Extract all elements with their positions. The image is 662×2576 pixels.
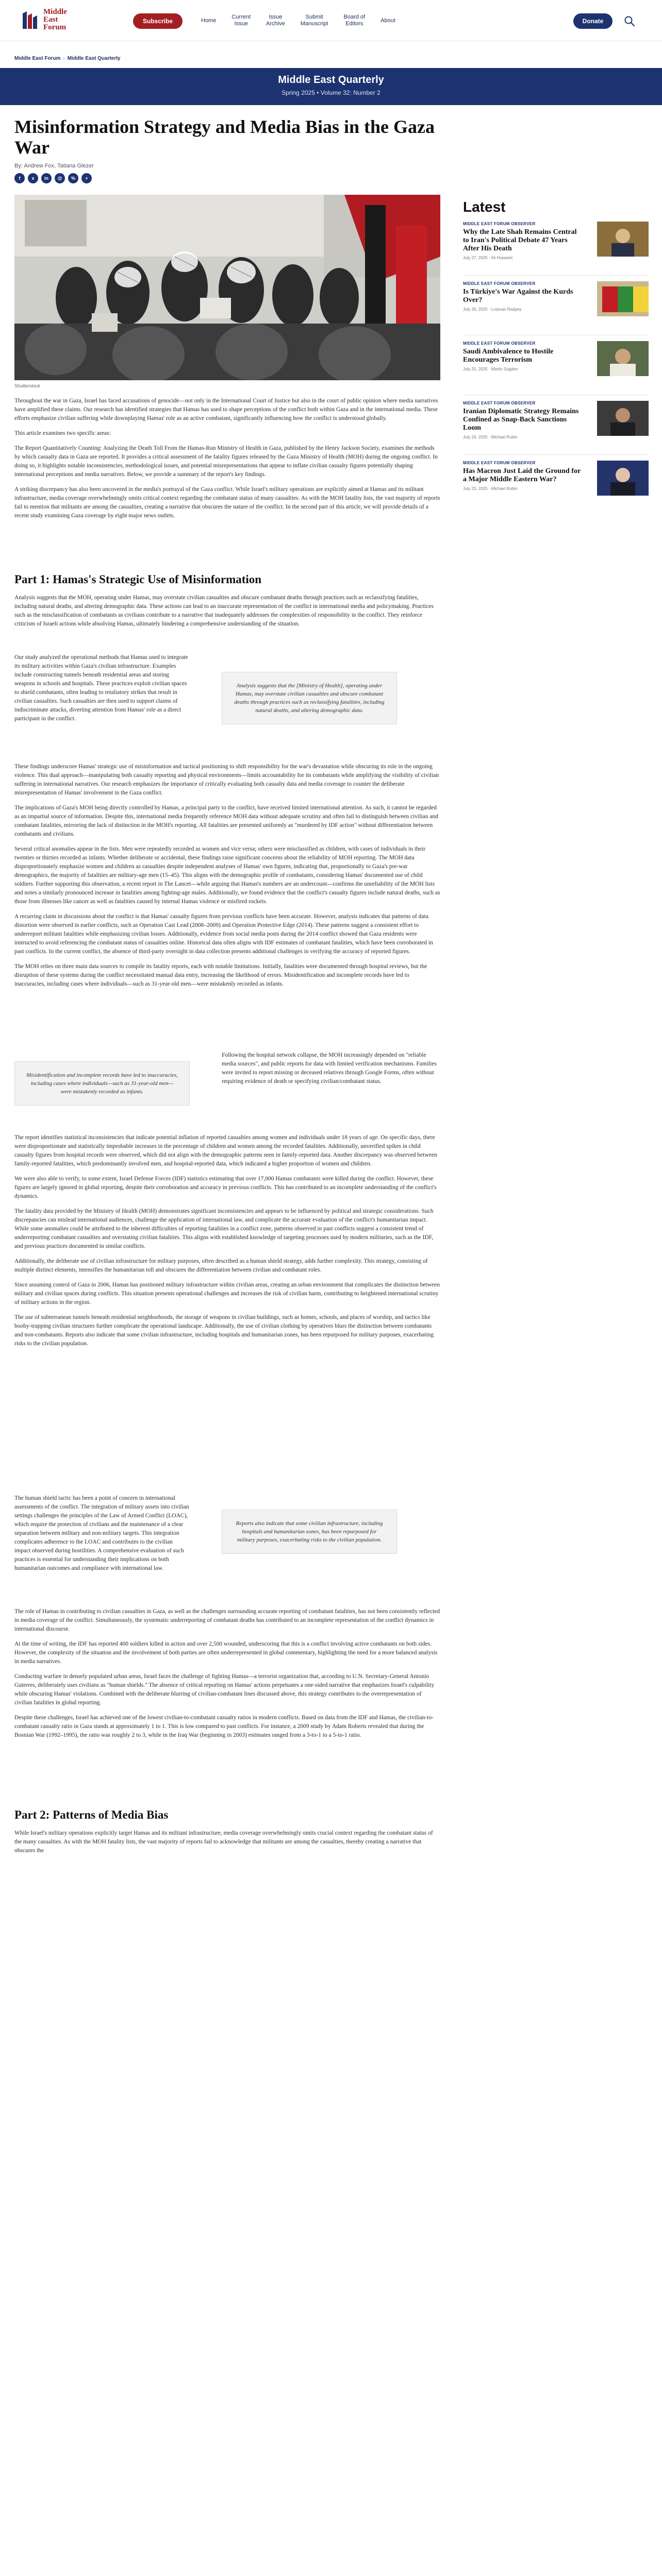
site-logo[interactable] [21,7,82,34]
sidebar-article-headline[interactable]: Why the Late Shah Remains Central to Iran's Political Debate 47 Years After His Death [463,228,577,252]
sidebar-article-tag: MIDDLE EAST FORUM OBSERVER [463,401,536,405]
nav-link-label: About [380,17,395,24]
sidebar-article[interactable] [463,461,649,510]
logo-line: East [43,15,58,24]
paragraph: Throughout the war in Gaza, Israel has faced accusations of genocide—not only in the International Court of Justice but also in the court of public opinion where media narratives have amplified these claims. Our research has identified strategies that Hamas has used to shape perceptions of the conflict both within Gaza and in the international media. These efforts emphasize civilian suffering while downplaying Hamas' role as an active combatant, significantly influencing how the conflict is understood globally. [14,398,438,421]
pull-quote: Analysis suggests that the [Ministry of Health], operating under Hamas, may overstate civilian casualties and obscure combatant deaths through practices such as reclassifying fatalities, including natural deaths, and altering demographic data. [222,672,397,724]
sidebar-thumbnail[interactable] [597,461,649,496]
section-heading-part2: Part 2: Patterns of Media Bias [14,1808,169,1821]
sidebar-article-date: July 24, 2025 · Michael Rubin [463,435,518,439]
sidebar-thumbnail[interactable] [597,401,649,436]
logo-line: Middle [43,8,67,16]
breadcrumb-item[interactable]: Middle East Forum [14,56,61,61]
sidebar-article-tag: MIDDLE EAST FORUM OBSERVER [463,461,536,465]
logo-mark-icon [21,9,40,31]
paragraph: The Report Quantitatively Counting: Analyzing the Death Toll From the Hamas-Run Ministry of Health in Gaza, published by the Henry Jackson Society, examines the methods by which casualty data in Gaza are reported. It provides a critical assessment of the fatality figures released by the Gaza Ministry of Health (MOH) during the ongoing conflict. In doing so, it highlights notable inconsistencies, methodological issues, and potential misrepresentations that appear to inflate civilian casualty figures potentially shaping international perceptions and media narratives. Below, we provide a summary of the report's key findings. [14,445,438,478]
main-nav-links [201,9,395,32]
paragraph: This article examines two specific areas: [14,430,111,436]
nav-link-current-issue[interactable] [231,14,251,27]
nav-link-label: Submit [305,14,323,20]
paragraph: Several critical anomalies appear in the lists. Men were repeatedly recorded as women and vice versa; others were misclassified as children, with cases of individuals in their twenties or thirties recorded as infants. Whether deliberate or accidental, these findings raise significant concerns about the reliability of MOH reporting. The MOH data disproportionately emphasize women and children as casualties despite independent analyses of Hamas' own figures, indicating that, proportionally to Gaza's pre-war demographics, the majority of fatalities are military-age men (15–45). This aligns with the demographic profile of combatants, considering Hamas' documented use of child soldiers. Further supporting this observation, a recent report in The Lancet—while arguing that Hamas's numbers are an undercount—confirms the unreliability of the MOH lists and notes a similarly pronounced increase in fatalities among fighting-age males. Additionally, we found evidence that the conflict's casualty figures include natural deaths, such as those from illnesses like cancer as well as fatalities caused by internal Hamas violence or misfired rockets. [14,846,440,905]
paragraph: The use of subterranean tunnels beneath residential neighborhoods, the storage of weapons in civilian buildings, such as homes, schools, and places of worship, and tactics like booby-trapping civilian structures further complicate the operational landscape. Additionally, the use of civilian clothing by operatives blurs the distinction between combatants and non-combatants. Reports also indicate that some civilian infrastructure, including hospitals and humanitarian zones, has been repurposed for military purposes, exacerbating risks to the civilian population. [14,1314,434,1347]
journal-title[interactable]: Middle East Quarterly [278,74,384,86]
paragraph: A striking discrepancy has also been uncovered in the media's portrayal of the Gaza conflict. While Israel's military operations are explicitly aimed at Hamas and its militant infrastructure, media coverage overwhelmingly omits critical context regarding the combatant status of many casualties. As with the MOH fatality lists, the vast majority of reports fail to mention that militants are among the casualties, creating a narrative that obscures the nature of the conflict. In the second part of this article, we will provide details of a recent study examining Gaza coverage by eight major news outlets. [14,486,440,519]
nav-link-board-of-editors[interactable] [344,14,366,27]
sidebar-article[interactable] [463,401,649,450]
nav-link-about[interactable] [380,18,395,24]
paragraph: The fatality data provided by the Ministry of Health (MOH) demonstrates significant inconsistencies and appears to be influenced by political and strategic considerations. Such discrepancies can mislead international audiences, challenge the application of international law, and complicate the accurate evaluation of the conflict's humanitarian impact. While some anomalies could be attributed to the inherent difficulties of reporting fatalities in a conflict zone, patterns observed in past conflicts suggest a consistent trend of underreporting combatant casualties and overstating civilian fatalities. This aligns with established knowledge of targeting processes used by modern militaries, such as the IDF, and previous practices documented in similar conflicts. [14,1208,434,1249]
paragraph: We were also able to verify, to some extent, Israel Defense Forces (IDF) statistics estimating that over 17,000 Hamas combatants were killed during the conflict. However, these figures are largely ignored in global reporting, despite their corroboration and accuracy in previous conflicts. This has contributed to an incomplete understanding of the conflict's dynamics. [14,1176,437,1199]
subscribe-button[interactable]: Subscribe [133,13,183,29]
top-navigation [0,0,662,41]
part1-narrow-column [14,653,190,730]
paragraph: Following the hospital network collapse, the MOH increasingly depended on "reliable media sources", and public reports for data with limited verification mechanisms. Families were invited to report missing or deceased relatives through Google Forms, often without requiring evidence of death or specifying civilian/combatant status. [222,1052,437,1084]
sidebar-article-tag: MIDDLE EAST FORUM OBSERVER [463,222,536,226]
sidebar-article-date: July 23, 2025 · Michael Rubin [463,486,518,491]
sidebar-article[interactable] [463,341,649,391]
sidebar-article-date: July 25, 2025 · Martin Sugden [463,367,518,371]
paragraph: The human shield tactic has been a point of concern in international assessments of the conflict. The integration of military assets into civilian settings challenges the principles of the Law of Armed Conflict (LOAC), which require the protection of civilians and the maintenance of a clear separation between military and non-military targets. This integration complicates adherence to the LOAC and contributes to the civilian impact observed during hostilities. A comprehensive evaluation of such practices is essential for understanding their implications on both humanitarian outcomes and compliance with international law. [14,1495,189,1571]
pull-quote: Reports also indicate that some civilian infrastructure, including hospitals and humanitarian zones, has been repurposed for military purposes, exacerbating risks to the civilian population. [222,1510,397,1554]
section-heading-part1: Part 1: Hamas's Strategic Use of Misinformation [14,573,262,586]
article-title: Misinformation Strategy and Media Bias in the Gaza War [14,116,435,158]
part1-body-3 [14,1607,440,1746]
donate-button[interactable]: Donate [573,13,613,29]
sidebar-article-headline[interactable]: Has Macron Just Laid the Ground for a Major Middle Eastern War? [463,467,581,483]
sidebar-article[interactable] [463,281,649,331]
paragraph: The MOH relies on three main data sources to compile its fatality reports, each with notable limitations. Initially, fatalities were documented through hospital reviews, but the disruption of these systems during the conflict necessitated manual data entry, increasing the likelihood of errors. Misidentification and incomplete records have led to inaccuracies, including cases where individuals—such as 31-year-old men—were mistakenly recorded as infants. [14,963,427,987]
part1-body [14,762,440,995]
crowd-photo-illustration [14,195,440,380]
logo-line: Forum [43,23,67,31]
nav-link-label: Home [201,17,217,24]
nav-link-issue-archive[interactable] [266,14,285,27]
breadcrumb [14,56,121,61]
paragraph: Our study analyzed the operational methods that Hamas used to integrate its military activities within Gaza's civilian infrastructure. Examples include constructing tunnels beneath residential areas and storing weapons in schools and hospitals. These practices exploit civilian spaces to shield combatants, often leading to retaliatory strikes that result in civilian casualties. Such casualties are then used to support claims of indiscriminate attacks, diverting attention from Hamas' role as a direct participant in the conflict. [14,654,188,722]
sidebar-article-date: July 26, 2025 · Loqman Radpey [463,307,522,312]
sidebar-article[interactable] [463,222,649,271]
paragraph: Analysis suggests that the MOH, operating under Hamas, may overstate civilian casualties and obscure combatant deaths through practices such as reclassifying fatalities, including natural deaths, and altering demographic data. These actions can lead to an inaccurate representation of the conflict in international media and policymaking. Practices such as the misclassification of combatants as civilians contribute to a narrative that inadequately addresses the complexities of responsibility in the conflict. They reinforce criticism of Israeli actions while absolving Hamas, ultimately hindering a comprehensive understanding of the situation. [14,595,434,627]
nav-link-label: Board of [343,14,366,20]
article-byline: By: Andrew Fox, Tatiana Glezer [14,163,94,169]
hero-image [14,195,440,380]
journal-banner [0,68,662,105]
nav-link-home[interactable] [201,18,216,24]
paragraph: Conducting warfare in densely populated urban areas, Israel faces the challenge of fighting Hamas—a terrorist organization that, according to U.N. Secretary-General Antonio Guterres, deliberately uses civilians as "human shields." The absence of critical reporting on Hamas' actions perpetuates a one-sided narrative that emphasizes Israel's culpability while obscuring Hamas' violations. Combined with the deliberate blurring of civilian-combatant lines discussed above, this strategy contributes to the overrepresentation of civilian fatalities in global reporting. [14,1673,435,1706]
part1-narrow-column-2 [222,1051,440,1092]
email-share-icon[interactable]: @ [55,173,65,183]
sidebar-thumbnail[interactable] [597,281,649,316]
paragraph: Since assuming control of Gaza in 2006, Hamas has positioned military infrastructure within civilian areas, creating an urban environment that complicates the distinction between military and civilian spaces during conflicts. This situation presents operational challenges and increases the risk of civilian harm, contributing to heightened international scrutiny of military actions in the region. [14,1282,440,1306]
sidebar-divider [463,454,649,455]
search-icon[interactable] [624,15,635,27]
nav-link-label: Editors [345,21,363,27]
part2-intro [14,1829,440,1861]
sidebar-article-headline[interactable]: Is Türkiye's War Against the Kurds Over? [463,288,573,304]
breadcrumb-separator: › [63,56,65,61]
part1-body-2 [14,1133,440,1354]
image-caption: Shutterstock [14,383,41,388]
paragraph: The role of Hamas in contributing to civilian casualties in Gaza, as well as the challenges surrounding accurate reporting of combatant fatalities, has not been consistently reflected in media coverage of the conflict. Simultaneously, the systematic underreporting of combatant deaths has contributed to an incomplete representation of the conflict dynamics in international discourse. [14,1608,440,1632]
issue-info: Spring 2025 • Volume 32: Number 2 [282,89,380,96]
paragraph: At the time of writing, the IDF has reported 400 soldiers killed in action and over 2,500 wounded, underscoring that this is a conflict involving active combatants on both sides. However, the complexity of the situation and the involvement of both parties are often underrepresented in global commentary, highlighting the need for a more balanced analysis in media narratives. [14,1641,438,1665]
paragraph: While Israel's military operations explicitly target Hamas and its militant infrastructure, media coverage overwhelmingly omits crucial context regarding the combatant status of the many casualties. As with the MOH fatality lists, the vast majority of reports fail to acknowledge that militants are among the casualties, thereby creating a narrative that obscures the [14,1830,433,1854]
nav-link-label: Manuscript [300,21,328,27]
pull-quote: Misidentification and incomplete records have led to inaccuracies, including cases where individuals—such as 31-year-old men—were mistakenly recorded as infants. [14,1061,190,1106]
print-share-icon[interactable]: % [68,173,78,183]
sidebar-divider [463,275,649,276]
share-icons [14,173,92,183]
sidebar-article-headline[interactable]: Iranian Diplomatic Strategy Remains Confined as Snap-Back Sanctions Loom [463,408,579,432]
paragraph: These findings underscore Hamas' strategic use of misinformation and tactical positioning to shift responsibility for the war's devastation while obscuring its role in the ongoing violence. This dual approach—manipulating both casualty reporting and physical environments—limits accountability for its combatants while amplifying the visibility of civilian suffering in international narratives. Our research emphasizes the importance of critically evaluating both casualty data and media coverage to counter the deliberate misrepresentation of Hamas' involvement in the Gaza conflict. [14,764,439,796]
more-share-icon[interactable]: + [81,173,92,183]
paragraph: Despite these challenges, Israel has achieved one of the lowest civilian-to-combatant casualty ratios in modern conflicts. Based on data from the IDF and Hamas, the civilian-to-combatant casualty ratio in Gaza stands at approximately 1 to 1. This is low compared to past conflicts. For instance, a 2009 study by Adam Roberts revealed that during the Bosnian War (1992–1995), the ratio was roughly 2 to 3, while in the Iraq War (beginning in 2003) estimates ranged from a 3-to-1 to a 5-to-1 ratio. [14,1715,434,1738]
paragraph: The report identifies statistical inconsistencies that indicate potential inflation of reported casualties among women and individuals under 18 years of age. On specific days, there were disproportionate and statistically improbable increases in the percentage of children and women among the recorded fatalities. Additionally, unverified spikes in child casualty figures from hospital records were observed, which did not align with the demographic patterns seen in family-reported data. Another discrepancy was observed between family-reported fatalities, which predominantly involved men, and hospital-reported data, which indicated a higher proportion of women and children. [14,1134,437,1167]
sidebar-article-tag: MIDDLE EAST FORUM OBSERVER [463,341,536,346]
paragraph: A recurring claim in discussions about the conflict is that Hamas' casualty figures from previous conflicts have been accurate. However, analysis indicates that patterns of data distortion were observed in earlier conflicts, such as Operation Cast Lead (2008–2009) and Operation Protective Edge (2014). These patterns suggest a consistent effort to underreport militant fatalities while emphasizing civilian losses. Additionally, evidence from social media posts during the 2014 conflict showed that Gaza residents were instructed to avoid referencing the combatant status of casualties online. Historical data often aligns with IDF estimates of combatant fatalities, which have been corroborated in past conflicts. In the current conflict, the absence of third-party oversight in data collection presents additional challenges in verifying the accuracy of reported figures. [14,913,433,955]
nav-link-label: Issue [269,14,283,20]
nav-link-label: Archive [266,21,285,27]
logo-text [43,8,67,31]
nav-link-label: Issue [234,21,248,27]
x-share-icon[interactable]: x [28,173,38,183]
sidebar-heading: Latest [463,199,506,215]
breadcrumb-item[interactable]: Middle East Quarterly [67,56,121,61]
paragraph: Additionally, the deliberate use of civilian infrastructure for military purposes, often described as a human shield strategy, adds further complexity. This strategy, consisting of multiple distinct elements, intensifies the humanitarian toll and obscures the differentiation between civilian and combatant roles. [14,1258,428,1273]
article-intro [14,397,440,527]
nav-link-label: Current [231,14,251,20]
paragraph: The implications of Gaza's MOH being directly controlled by Hamas, a principal party to the conflict, have received limited international attention. As such, it cannot be regarded as an impartial source of information. Despite this, international media frequently reference MOH data without adequate scrutiny and often fail to distinguish between civilian and combatant fatalities, mirroring the lack of distinction in the MOH's reporting. All fatalities are presented uniformly as "murdered by IDF action" without differentiation between combatants and civilians. [14,805,438,837]
sidebar-article-headline[interactable]: Saudi Ambivalence to Hostile Encourages Terrorism [463,348,554,364]
part1-intro [14,594,440,635]
facebook-share-icon[interactable]: f [14,173,25,183]
nav-link-submit-manuscript[interactable] [301,14,328,27]
sidebar-thumbnail[interactable] [597,341,649,376]
linkedin-share-icon[interactable]: in [41,173,52,183]
sidebar-article-date: July 27, 2025 · Ali Hosseini [463,256,513,260]
sidebar-article-tag: MIDDLE EAST FORUM OBSERVER [463,281,536,286]
part1-narrow-column-3 [14,1494,190,1579]
sidebar-thumbnail[interactable] [597,222,649,257]
